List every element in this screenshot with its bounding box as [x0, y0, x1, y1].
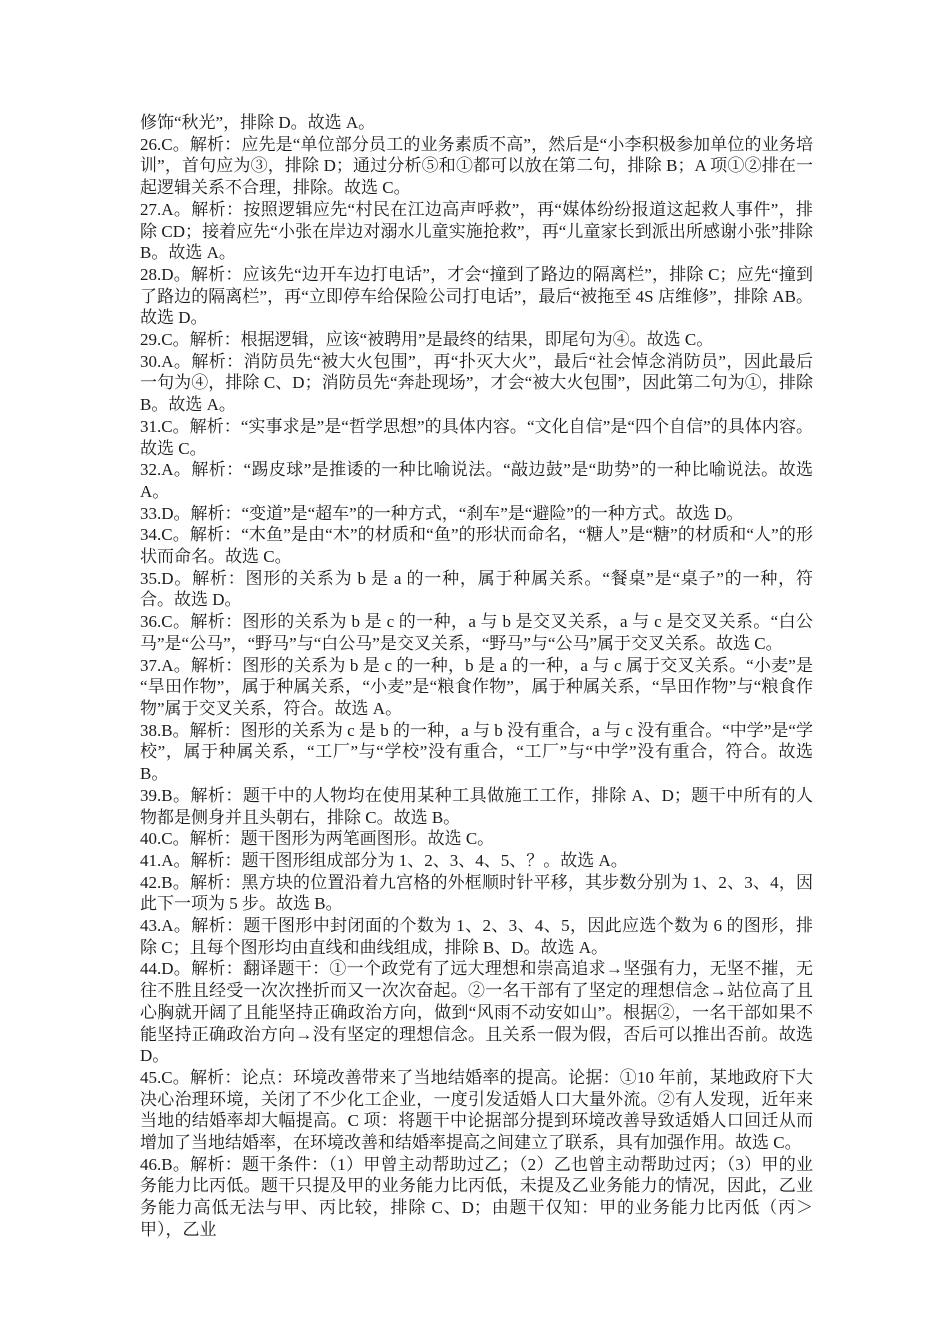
- answer-item-43: 43.A。解析：题干图形中封闭面的个数为 1、2、3、4、5，因此应选个数为 6 的图形，排除 C；且每个图形均由直线和曲线组成，排除 B、D。故选 A。: [140, 916, 813, 957]
- answer-item-30: 30.A。解析：消防员先“被大火包围”，再“扑灭大火”，最后“社会悼念消防员”，因此最后一句为④，排除 C、D；消防员先“奔赴现场”，才会“被大火包围”，因此第二句为①，排除 B。故选 A。: [140, 351, 813, 415]
- answer-item-35: 35.D。解析：图形的关系为 b 是 a 的一种，属于种属关系。“餐桌”是“桌子”的一种，符合。故选 D。: [140, 568, 813, 610]
- answer-item-38: 38.B。解析：图形的关系为 c 是 b 的一种，a 与 b 没有重合，a 与 c 没有重合。“中学”是“学校”，属于种属关系，“工厂”与“学校”没有重合，“工厂”与“中学”没有重合，符合。故选 B。: [140, 720, 813, 784]
- answer-item-33: 33.D。解析：“变道”是“超车”的一种方式，“刹车”是“避险”的一种方式。故选 D。: [140, 503, 744, 523]
- answer-item-31: 31.C。解析：“实事求是”是“哲学思想”的具体内容。“文化自信”是“四个自信”的具体内容。故选 C。: [140, 416, 813, 458]
- answer-item-39: 39.B。解析：题干中的人物均在使用某种工具做施工工作，排除 A、D；题干中所有的人物都是侧身并且头朝右，排除 C。故选 B。: [140, 785, 813, 827]
- answer-item-40: 40.C。解析：题干图形为两笔画图形。故选 C。: [140, 829, 495, 849]
- answer-item-28: 28.D。解析：应该先“边开车边打电话”，才会“撞到了路边的隔离栏”，排除 C；应先“撞到了路边的隔离栏”，再“立即停车给保险公司打电话”，最后“被拖至 4S 店维修”，排除 AB。故选 D。: [140, 264, 813, 328]
- answer-item-26: 26.C。解析：应先是“单位部分员工的业务素质不高”，然后是“小李积极参加单位的业务培训”，首句应为③，排除 D；通过分析⑤和①都可以放在第二句，排除 B；A 项①②排在一起逻辑关系不合理，排除。故选 C。: [140, 134, 813, 198]
- answer-item-25-continuation: 修饰“秋光”，排除 D。故选 A。: [140, 113, 376, 132]
- answer-item-46: 46.B。解析：题干条件：（1）甲曾主动帮助过乙；（2）乙也曾主动帮助过丙；（3）甲的业务能力比丙低。题干只提及甲的业务能力比丙低，未提及乙业务能力的情况，因此，乙业务能力高低无法与甲、丙比较，排除 C、D；由题干仅知：甲的业务能力比丙低（丙＞甲），乙业: [140, 1154, 813, 1239]
- answer-item-36: 36.C。解析：图形的关系为 b 是 c 的一种，a 与 b 是交叉关系，a 与 c 是交叉关系。“白公马”是“公马”，“野马”与“白公马”是交叉关系，“野马”与“公马”属于交叉关系。故选 C。: [140, 612, 813, 653]
- answer-item-44: 44.D。解析：翻译题干：①一个政党有了远大理想和崇高追求→坚强有力，无坚不摧，无往不胜且经受一次次挫折而又一次次奋起。②一名干部有了坚定的理想信念→站位高了且心胸就开阔了且能坚持正确政治方向，做到“风雨不动安如山”。根据②，一名干部如果不能坚持正确政治方向→没有坚定的理想信念。且关系一假为假，否后可以推出否前。故选 D。: [140, 959, 813, 1066]
- answer-item-34: 34.C。解析：“木鱼”是由“木”的材质和“鱼”的形状而命名，“糖人”是“糖”的材质和“人”的形状而命名。故选 C。: [140, 525, 813, 567]
- answer-item-27: 27.A。解析：按照逻辑应先“村民在江边高声呼救”，再“媒体纷纷报道这起救人事件”，排除 CD；接着应先“小张在岸边对溺水儿童实施抢救”，再“儿童家长到派出所感谢小张”排除 B。故选 A。: [140, 199, 813, 263]
- answer-item-45: 45.C。解析：论点：环境改善带来了当地结婚率的提高。论据：①10 年前，某地政府下大决心治理环境，关闭了不少化工企业，一度引发适婚人口大量外流。②有人发现，近年来当地的结婚率却大幅提高。C 项：将题干中论据部分提到环境改善导致适婚人口回迁从而增加了当地结婚率，在环境改善和结婚率提高之间建立了联系，具有加强作用。故选 C。: [140, 1067, 813, 1153]
- answer-item-42: 42.B。解析：黑方块的位置沿着九宫格的外框顺时针平移，其步数分别为 1、2、3、4，因此下一项为 5 步。故选 B。: [140, 872, 813, 914]
- answer-item-41: 41.A。解析：题干图形组成部分为 1、2、3、4、5、？。故选 A。: [140, 850, 628, 870]
- answer-item-32: 32.A。解析：“踢皮球”是推诿的一种比喻说法。“敲边鼓”是“助势”的一种比喻说法。故选 A。: [140, 460, 813, 501]
- answer-item-37: 37.A。解析：图形的关系为 b 是 c 的一种，b 是 a 的一种，a 与 c 属于交叉关系。“小麦”是“旱田作物”，属于种属关系，“小麦”是“粮食作物”，属于种属关系，“旱田作物”与“粮食作物”属于交叉关系，符合。故选 A。: [140, 655, 813, 718]
- answers-text-block: [140, 112, 813, 1241]
- answer-item-29: 29.C。解析：根据逻辑，应该“被聘用”是最终的结果，即尾句为④。故选 C。: [140, 330, 714, 350]
